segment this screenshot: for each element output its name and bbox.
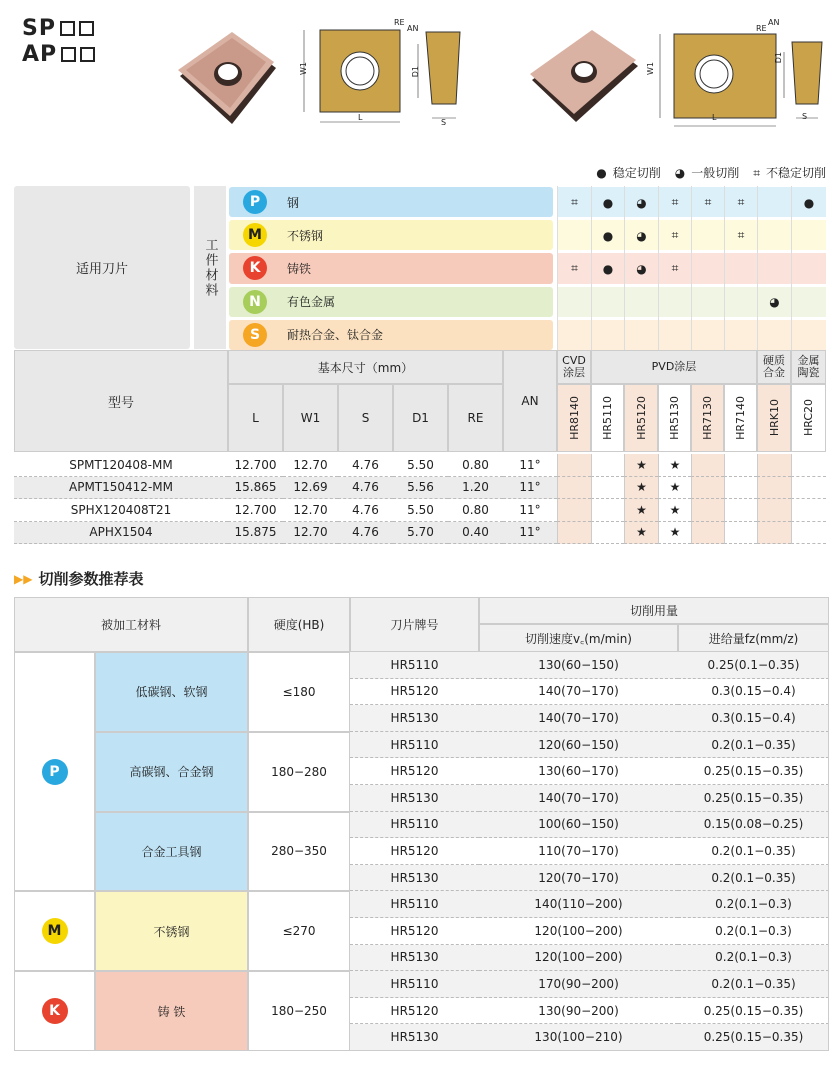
cutting-legend [596,164,826,181]
speed-cell: 120(60−150) [479,732,678,759]
material-m-badge: M [42,918,68,944]
dim-col-w1: W1 [283,384,338,452]
suitability-mark [591,319,624,352]
spec-s: 4.76 [338,477,393,500]
material-subtype: 铸 铁 [95,971,248,1051]
feed-cell: 0.25(0.15−0.35) [678,1024,829,1051]
suitability-mark: ⌗ [724,186,757,219]
spec-d1: 5.70 [393,522,448,545]
coating-group-header: 金属陶瓷 [791,350,826,384]
feed-cell: 0.2(0.1−0.3) [678,918,829,945]
suitability-mark [724,252,757,285]
grade-availability: ★ [624,477,658,500]
hardness-value: ≤270 [248,891,350,971]
suitability-mark [691,219,724,252]
dim-col-d1: D1 [393,384,448,452]
grade-cell: HR5130 [350,945,479,972]
grade-availability [557,499,591,522]
grade-cell: HR5110 [350,891,479,918]
material-k-badge: K [243,256,267,280]
suitability-mark: ⌗ [691,186,724,219]
dimension-header: 基本尺寸（mm） [228,350,503,384]
suitability-mark [791,286,826,319]
grade-header-hr8140 [557,384,591,452]
grade-label: HRC20 [802,399,815,437]
grade-availability [757,499,791,522]
suitability-mark: ⌗ [724,219,757,252]
grade-availability: ★ [624,522,658,545]
spec-w1: 12.69 [283,477,338,500]
suitability-mark [624,286,658,319]
grade-header-hr5130 [658,384,691,452]
grade-availability: ★ [658,522,691,545]
applicable-insert-cell: 适用刀片 [14,186,190,349]
suitability-mark [724,286,757,319]
spec-an: 11° [503,522,557,545]
grade-label: HR5120 [634,396,648,440]
suitability-mark [691,252,724,285]
suitability-mark [791,252,826,285]
insert-drawing-ap [646,18,826,130]
grade-availability [791,477,826,500]
spec-re: 0.40 [448,522,503,545]
grade-cell: HR5110 [350,971,479,998]
model-header: 型号 [14,350,228,452]
grade-availability [757,454,791,477]
suitability-mark [557,286,591,319]
label-s-ap: S [802,112,808,121]
grade-cell: HR5120 [350,679,479,706]
label-w1-ap: W1 [646,62,655,75]
grade-availability [691,477,724,500]
suitability-mark [591,286,624,319]
spec-d1: 5.50 [393,499,448,522]
grade-availability [591,522,624,545]
material-row-s [229,320,553,350]
suitability-mark: ● [591,186,624,219]
grade-cell: HR5110 [350,652,479,679]
insert-photo-sp [172,28,282,128]
spec-model: APMT150412-MM [14,477,228,500]
grade-availability [791,499,826,522]
grade-availability [591,454,624,477]
grade-cell: HR5130 [350,785,479,812]
insert-drawing-sp [298,18,468,130]
suitability-mark: ◕ [624,186,658,219]
grade-label: HR7130 [701,396,714,440]
hardness-value: 180−250 [248,971,350,1051]
material-name: 钢 [287,195,300,210]
spec-model: SPHX120408T21 [14,499,228,522]
feed-cell: 0.2(0.1−0.35) [678,838,829,865]
spec-an: 11° [503,499,557,522]
grade-availability [557,522,591,545]
suitability-mark [691,286,724,319]
grade-availability: ★ [658,454,691,477]
grade-availability [691,522,724,545]
hardness-value: 180−280 [248,732,350,812]
suitability-mark: ◕ [757,286,791,319]
feed-cell: 0.3(0.15−0.4) [678,679,829,706]
grade-availability [757,522,791,545]
grade-availability: ★ [624,499,658,522]
feed-cell: 0.2(0.1−0.3) [678,945,829,972]
speed-cell: 130(100−210) [479,1024,678,1051]
hardness-value: 280−350 [248,812,350,892]
spec-an: 11° [503,477,557,500]
material-p-badge: P [42,759,68,785]
feed-cell: 0.2(0.1−0.35) [678,732,829,759]
grade-cell: HR5120 [350,998,479,1025]
suitability-mark: ◕ [624,219,658,252]
grade-label: HR7140 [734,396,747,440]
grade-availability [557,477,591,500]
label-s: S [441,118,447,127]
material-row-m [229,220,553,250]
suitability-mark: ● [791,186,826,219]
speed-cell: 140(110−200) [479,891,678,918]
grade-cell: HR5130 [350,1024,479,1051]
arrow-icon: ▶▶ [14,571,33,586]
spec-l: 15.865 [228,477,283,500]
feed-cell: 0.25(0.1−0.35) [678,652,829,679]
an-header: AN [503,350,557,452]
title-sp: SP [22,16,94,41]
coating-group-header: 硬质合金 [757,350,791,384]
feed-cell: 0.2(0.1−0.35) [678,865,829,892]
spec-re: 0.80 [448,454,503,477]
grade-cell: HR5120 [350,838,479,865]
speed-cell: 100(60−150) [479,812,678,839]
material-name: 铸铁 [287,261,312,276]
feed-cell: 0.25(0.15−0.35) [678,998,829,1025]
section-title: 切削参数推荐表 [38,570,144,588]
material-n-badge: N [243,290,267,314]
feed-cell: 0.2(0.1−0.3) [678,891,829,918]
suitability-mark [757,186,791,219]
suitability-mark: ◕ [624,252,658,285]
suitability-mark: ⌗ [658,219,691,252]
suitability-mark [658,319,691,352]
grade-availability: ★ [624,454,658,477]
hardness-value: ≤180 [248,652,350,732]
grade-availability [557,454,591,477]
material-m-badge: M [243,223,267,247]
coating-group-header: PVD涂层 [591,350,757,384]
feed-header: 进给量fz(mm/z) [678,624,829,652]
material-s-badge: S [243,323,267,347]
grade-header-hr7130 [691,384,724,452]
speed-cell: 130(90−200) [479,998,678,1025]
suitability-mark [791,319,826,352]
suitability-mark: ● [591,219,624,252]
material-subtype: 低碳钢、软钢 [95,652,248,732]
usage-header: 切削用量 [479,597,829,624]
grade-cell: HR5130 [350,865,479,892]
spec-model: SPMT120408-MM [14,454,228,477]
material-subtype: 合金工具钢 [95,812,248,892]
suitability-mark [757,319,791,352]
spec-re: 0.80 [448,499,503,522]
grade-header-hr5110 [591,384,624,452]
speed-cell: 140(70−170) [479,785,678,812]
material-p-badge: P [243,190,267,214]
grade-header-hr5120 [624,384,658,452]
feed-cell: 0.25(0.15−0.35) [678,785,829,812]
suitability-mark [757,252,791,285]
coating-group-header: CVD涂层 [557,350,591,384]
grade-label: HR5130 [668,396,681,440]
grade-availability [724,499,757,522]
spec-s: 4.76 [338,522,393,545]
spec-l: 12.700 [228,454,283,477]
suitability-mark [691,319,724,352]
material-row-k [229,253,553,283]
grade-availability: ★ [658,477,691,500]
grade-availability [791,454,826,477]
speed-header: 切削速度v꜀(m/min) [479,624,678,652]
grade-cell: HR5110 [350,732,479,759]
material-row-p [229,187,553,217]
grade-cell: HR5130 [350,705,479,732]
legend-unstable: ⌗ 不稳定切削 [753,166,826,180]
suitability-mark [658,286,691,319]
insert-photo-ap [524,26,644,126]
grade-availability [691,499,724,522]
dim-col-re: RE [448,384,503,452]
grade-cell: HR5120 [350,758,479,785]
label-re-ap: RE [756,24,767,33]
material-name: 耐热合金、钛合金 [287,328,384,343]
spec-l: 12.700 [228,499,283,522]
suitability-mark [557,319,591,352]
dim-col-l: L [228,384,283,452]
speed-cell: 120(70−170) [479,865,678,892]
label-l: L [358,113,363,122]
feed-cell: 0.3(0.15−0.4) [678,705,829,732]
grade-availability [724,477,757,500]
speed-cell: 140(70−170) [479,705,678,732]
material-header: 被加工材料 [14,597,248,652]
suitability-mark: ⌗ [557,252,591,285]
grade-availability [691,454,724,477]
grade-cell: HR5120 [350,918,479,945]
speed-cell: 170(90−200) [479,971,678,998]
grade-availability: ★ [658,499,691,522]
spec-an: 11° [503,454,557,477]
feed-cell: 0.25(0.15−0.35) [678,758,829,785]
grade-header-hrc20 [791,384,826,452]
material-group-k [14,971,95,1051]
material-group-p [14,652,95,891]
suitability-mark [757,219,791,252]
grade-availability [591,477,624,500]
legend-general: ◕ 一般切削 [674,166,740,180]
material-row-n [229,287,553,317]
grade-header-hrk10 [757,384,791,452]
label-l-ap: L [712,113,717,122]
spec-l: 15.875 [228,522,283,545]
suitability-mark: ● [591,252,624,285]
suitability-mark: ⌗ [658,186,691,219]
suitability-mark: ⌗ [658,252,691,285]
speed-cell: 130(60−170) [479,758,678,785]
material-k-badge: K [42,998,68,1024]
grade-header: 刀片牌号 [350,597,479,652]
grade-availability [757,477,791,500]
label-an-ap: AN [768,18,780,27]
suitability-mark [724,319,757,352]
section-heading [14,568,143,589]
feed-cell: 0.2(0.1−0.35) [678,971,829,998]
spec-w1: 12.70 [283,454,338,477]
label-d1: D1 [411,66,420,78]
spec-re: 1.20 [448,477,503,500]
speed-cell: 130(60−150) [479,652,678,679]
dim-col-s: S [338,384,393,452]
grade-label: HR5110 [601,396,614,440]
grade-availability [724,454,757,477]
grade-availability [724,522,757,545]
label-w1: W1 [299,62,308,75]
legend-stable: ● 稳定切削 [596,166,661,180]
spec-w1: 12.70 [283,522,338,545]
grade-header-hr7140 [724,384,757,452]
material-subtype: 不锈钢 [95,891,248,971]
grade-label: HRK10 [767,399,781,437]
suitability-mark [624,319,658,352]
speed-cell: 140(70−170) [479,679,678,706]
spec-model: APHX1504 [14,522,228,545]
speed-cell: 120(100−200) [479,945,678,972]
material-subtype: 高碳钢、合金钢 [95,732,248,812]
grade-availability [591,499,624,522]
label-re: RE [394,18,405,27]
hardness-header: 硬度(HB) [248,597,350,652]
label-d1-ap: D1 [774,52,783,64]
spec-w1: 12.70 [283,499,338,522]
spec-s: 4.76 [338,499,393,522]
title-ap: AP [22,42,95,67]
label-an: AN [407,24,419,33]
speed-cell: 110(70−170) [479,838,678,865]
material-name: 不锈钢 [287,228,324,243]
grade-cell: HR5110 [350,812,479,839]
spec-d1: 5.50 [393,454,448,477]
grade-label: HR8140 [567,396,581,440]
feed-cell: 0.15(0.08−0.25) [678,812,829,839]
spec-s: 4.76 [338,454,393,477]
suitability-mark [557,219,591,252]
workpiece-material-cell: 工件材料 [194,186,226,349]
material-group-m [14,891,95,971]
suitability-mark: ⌗ [557,186,591,219]
suitability-mark [791,219,826,252]
grade-availability [791,522,826,545]
material-name: 有色金属 [287,295,336,310]
spec-d1: 5.56 [393,477,448,500]
speed-cell: 120(100−200) [479,918,678,945]
